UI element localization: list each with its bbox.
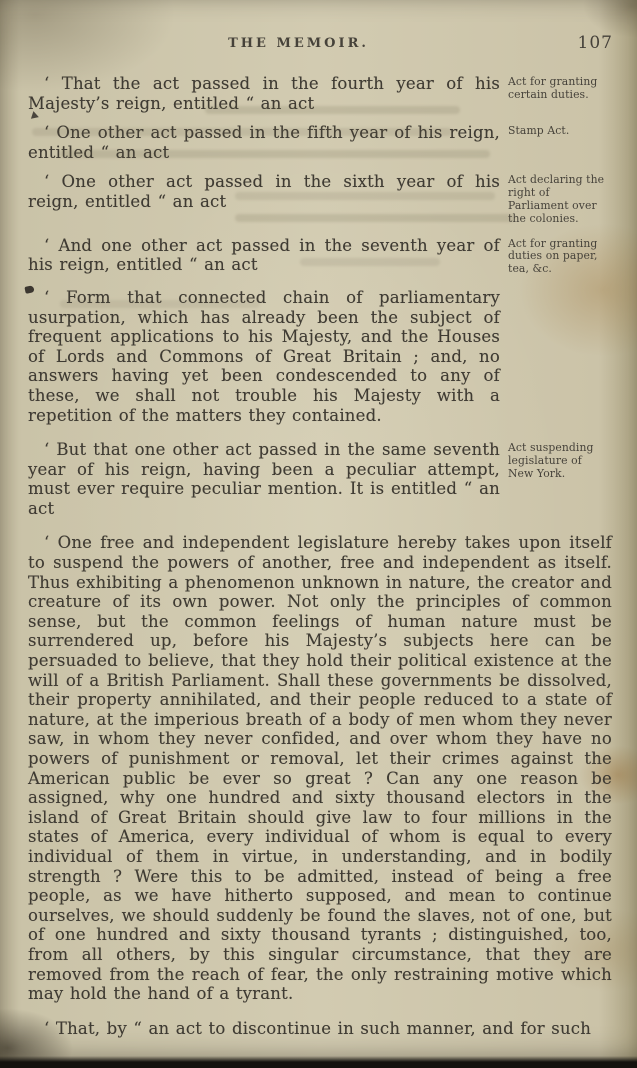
page-body <box>0 64 637 1038</box>
paragraph-row <box>28 533 620 1003</box>
paragraph-8: ‘ That, by “ an act to discontinue in such manner, and for such <box>44 1018 592 1038</box>
paragraph-6: ‘ But that one other act passed in the same seventh year of his reign, having been a peculiar attempt, must ever require peculiar mention. It is entitled “ an act <box>28 440 500 518</box>
scan-bottom-edge <box>0 1056 637 1068</box>
paragraph-2: ‘ One other act passed in the fifth year of his reign, entitled “ an act <box>28 123 500 162</box>
margin-note-1: Act for granting certain duties. <box>508 75 598 101</box>
paragraph-row <box>28 440 620 518</box>
margin-note-3: Act declaring the right of Parliament over the colonies. <box>508 173 605 225</box>
margin-note-2: Stamp Act. <box>508 124 570 138</box>
paragraph-row <box>28 1019 620 1039</box>
paragraph-3: ‘ One other act passed in the sixth year of his reign, entitled “ an act <box>28 172 500 211</box>
paragraph-row <box>28 123 620 162</box>
paragraph-4: ‘ And one other act passed in the seventh year of his reign, entitled “ an act <box>28 235 500 275</box>
paragraph-row <box>28 236 620 276</box>
margin-note-6: Act suspending legislature of New York. <box>508 441 594 480</box>
running-title: THE MEMOIR. <box>228 36 369 51</box>
paragraph-7: ‘ One free and independent legislature hereby takes upon itself to suspend the powers of another, free and independent as itself. Thus exhibiting a phenomenon unknown in nature, the creator and creature of its own power. Not only the principles of common sense, but the common feelings of human nature must be surrendered up, before his Majesty’s subjects here can be persuaded to believe, that they hold their political existence at the will of a British Parliament. Shall these governments be dissolved, their property annihilated, and their people reduced to a state of nature, at the imperious breath of a body of men whom they never saw, in whom they never confided, and over whom they have no powers of punishment or removal, let their crimes against the American public be ever so great ? Can any one reason be assigned, why one hundred and sixty thousand electors in the island of Great Britain should give law to four millions in the states of America, every individual of whom is equal to every individual of them in virtue, in understanding, and in bodily strength ? Were this to be admitted, instead of being a free people, as we have hitherto supposed, and mean to continue ourselves, we should suddenly be found the slaves, not of one, but of one hundred and sixty thousand tyrants ; distinguished, too, from all others, by this singular circumstance, that they are removed from the reach of fear, the only restraining motive which may hold the hand of a tyrant. <box>28 533 612 1004</box>
paragraph-row <box>28 74 620 113</box>
paragraph-5: ‘ Form that connected chain of parliamentary usurpation, which has already been the subject of frequent applications to his Majesty, and the Houses of Lords and Commons of Great Britain ; and, no answers having yet been condescended to any of these, we shall not trouble his Majesty with a repetition of the matters they contained. <box>28 287 500 425</box>
margin-note-4: Act for granting duties on paper, tea, &c. <box>508 236 598 276</box>
page-header <box>0 0 637 64</box>
paragraph-row <box>28 288 620 425</box>
paragraph-1: ‘ That the act passed in the fourth year of his Majesty’s reign, entitled “ an act <box>28 74 500 113</box>
paragraph-row <box>28 172 620 225</box>
page-number: 107 <box>577 33 613 53</box>
